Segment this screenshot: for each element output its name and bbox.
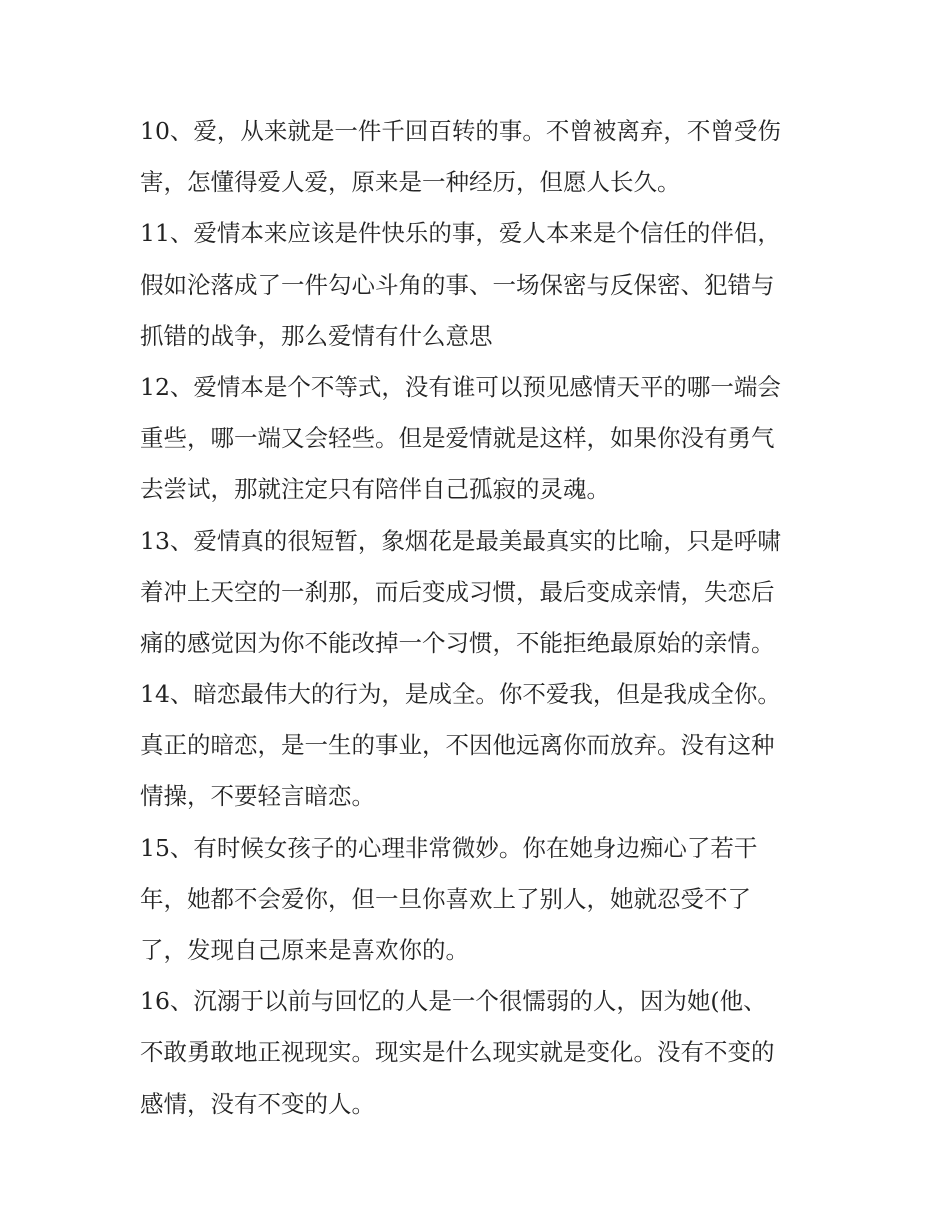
paragraph-line: 重些，哪一端又会轻些。但是爱情就是这样，如果你没有勇气	[140, 424, 775, 453]
paragraph-line: 年，她都不会爱你，但一旦你喜欢上了别人，她就忍受不了	[140, 884, 751, 913]
paragraph-15	[140, 823, 820, 977]
paragraph-line: 13、爱情真的很短暂，象烟花是最美最真实的比喻，只是呼啸	[140, 526, 781, 555]
paragraph-11	[140, 208, 820, 362]
paragraph-line: 16、沉溺于以前与回忆的人是一个很懦弱的人，因为她(他、	[140, 987, 767, 1016]
paragraph-line: 12、爱情本是个不等式，没有谁可以预见感情天平的哪一端会	[140, 372, 781, 401]
paragraph-16	[140, 976, 820, 1130]
paragraph-line: 感情，没有不变的人。	[140, 1089, 375, 1118]
paragraph-13	[140, 516, 820, 670]
paragraph-line: 去尝试，那就注定只有陪伴自己孤寂的灵魂。	[140, 475, 610, 504]
paragraph-line: 11、爱情本来应该是件快乐的事，爱人本来是个信任的伴侣，	[140, 219, 781, 248]
paragraph-12	[140, 362, 820, 516]
document-body	[140, 106, 820, 1130]
paragraph-line: 情操，不要轻言暗恋。	[140, 782, 375, 811]
paragraph-10	[140, 106, 820, 208]
paragraph-line: 了，发现自己原来是喜欢你的。	[140, 936, 469, 964]
paragraph-line: 假如沦落成了一件勾心斗角的事、一场保密与反保密、犯错与	[140, 270, 775, 299]
paragraph-line: 真正的暗恋，是一生的事业，不因他远离你而放弃。没有这种	[140, 731, 775, 760]
paragraph-line: 痛的感觉因为你不能改掉一个习惯，不能拒绝最原始的亲情。	[140, 628, 775, 657]
paragraph-line: 15、有时候女孩子的心理非常微妙。你在她身边痴心了若干	[140, 833, 758, 862]
paragraph-line: 14、暗恋最伟大的行为，是成全。你不爱我，但是我成全你。	[140, 680, 781, 709]
paragraph-line: 10、爱，从来就是一件千回百转的事。不曾被离弃，不曾受伤	[140, 117, 781, 145]
paragraph-line: 害，怎懂得爱人爱，原来是一种经历，但愿人长久。	[140, 168, 681, 197]
paragraph-line: 不敢勇敢地正视现实。现实是什么现实就是变化。没有不变的	[140, 1038, 775, 1067]
paragraph-line: 着冲上天空的一刹那，而后变成习惯，最后变成亲情，失恋后	[140, 577, 775, 606]
paragraph-line: 抓错的战争，那么爱情有什么意思	[140, 321, 493, 350]
paragraph-14	[140, 669, 820, 823]
